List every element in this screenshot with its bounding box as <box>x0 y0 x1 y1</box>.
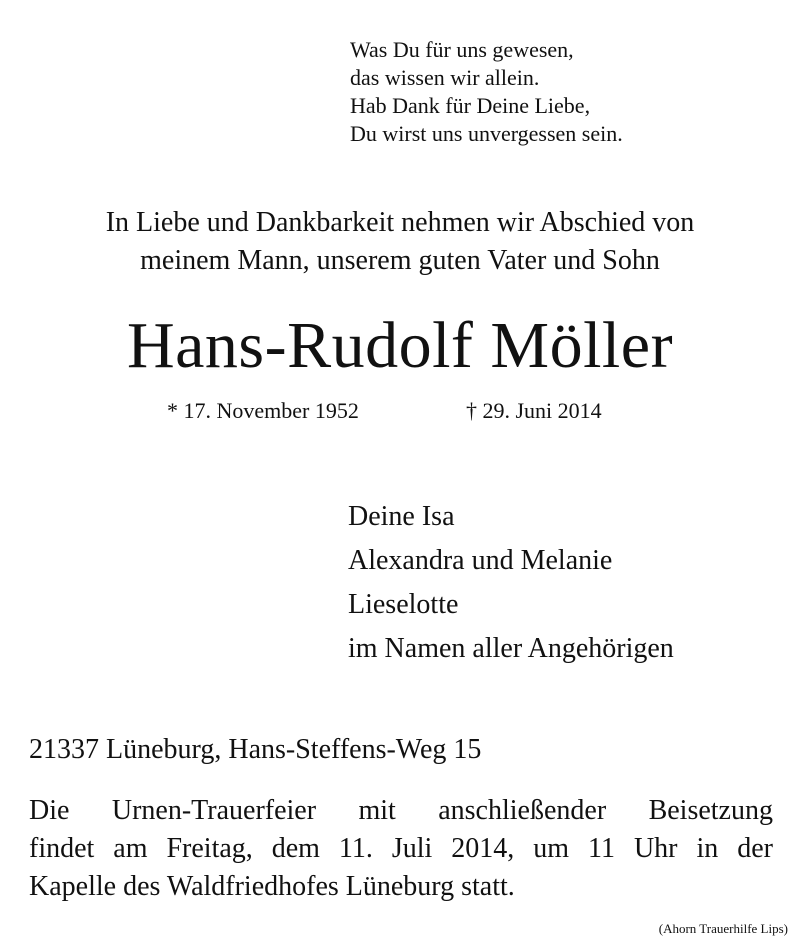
service-line: Die Urnen-Trauerfeier mit anschließender Beisetzung <box>29 795 773 826</box>
birth-date: * 17. November 1952 <box>167 398 359 423</box>
mourner-line: Lieselotte <box>348 589 459 620</box>
family-address: 21337 Lüneburg, Hans-Steffens-Weg 15 <box>29 734 482 765</box>
poem-line: Du wirst uns unvergessen sein. <box>350 121 623 146</box>
funeral-service-notice <box>29 792 773 906</box>
service-line: Kapelle des Waldfriedhofes Lüneburg statt. <box>29 871 515 902</box>
death-date: † 29. Juni 2014 <box>466 398 602 423</box>
intro-line: In Liebe und Dankbarkeit nehmen wir Abschied von <box>105 207 695 238</box>
mourners-list <box>348 495 788 671</box>
poem-verse <box>350 36 770 148</box>
funeral-home-credit: (Ahorn Trauerhilfe Lips) <box>658 921 788 936</box>
poem-line: Hab Dank für Deine Liebe, <box>350 93 591 118</box>
intro-line: meinem Mann, unserem guten Vater und Sohn <box>140 245 660 276</box>
service-line: findet am Freitag, dem 11. Juli 2014, um 11 Uhr in der <box>29 833 773 864</box>
farewell-intro <box>0 204 800 280</box>
deceased-name: Hans-Rudolf Möller <box>126 309 674 382</box>
mourner-line: Alexandra und Melanie <box>348 545 613 576</box>
mourner-line: im Namen aller Angehörigen <box>348 633 674 664</box>
mourner-line: Deine Isa <box>348 501 455 532</box>
poem-line: das wissen wir allein. <box>350 65 540 90</box>
poem-line: Was Du für uns gewesen, <box>350 37 574 62</box>
